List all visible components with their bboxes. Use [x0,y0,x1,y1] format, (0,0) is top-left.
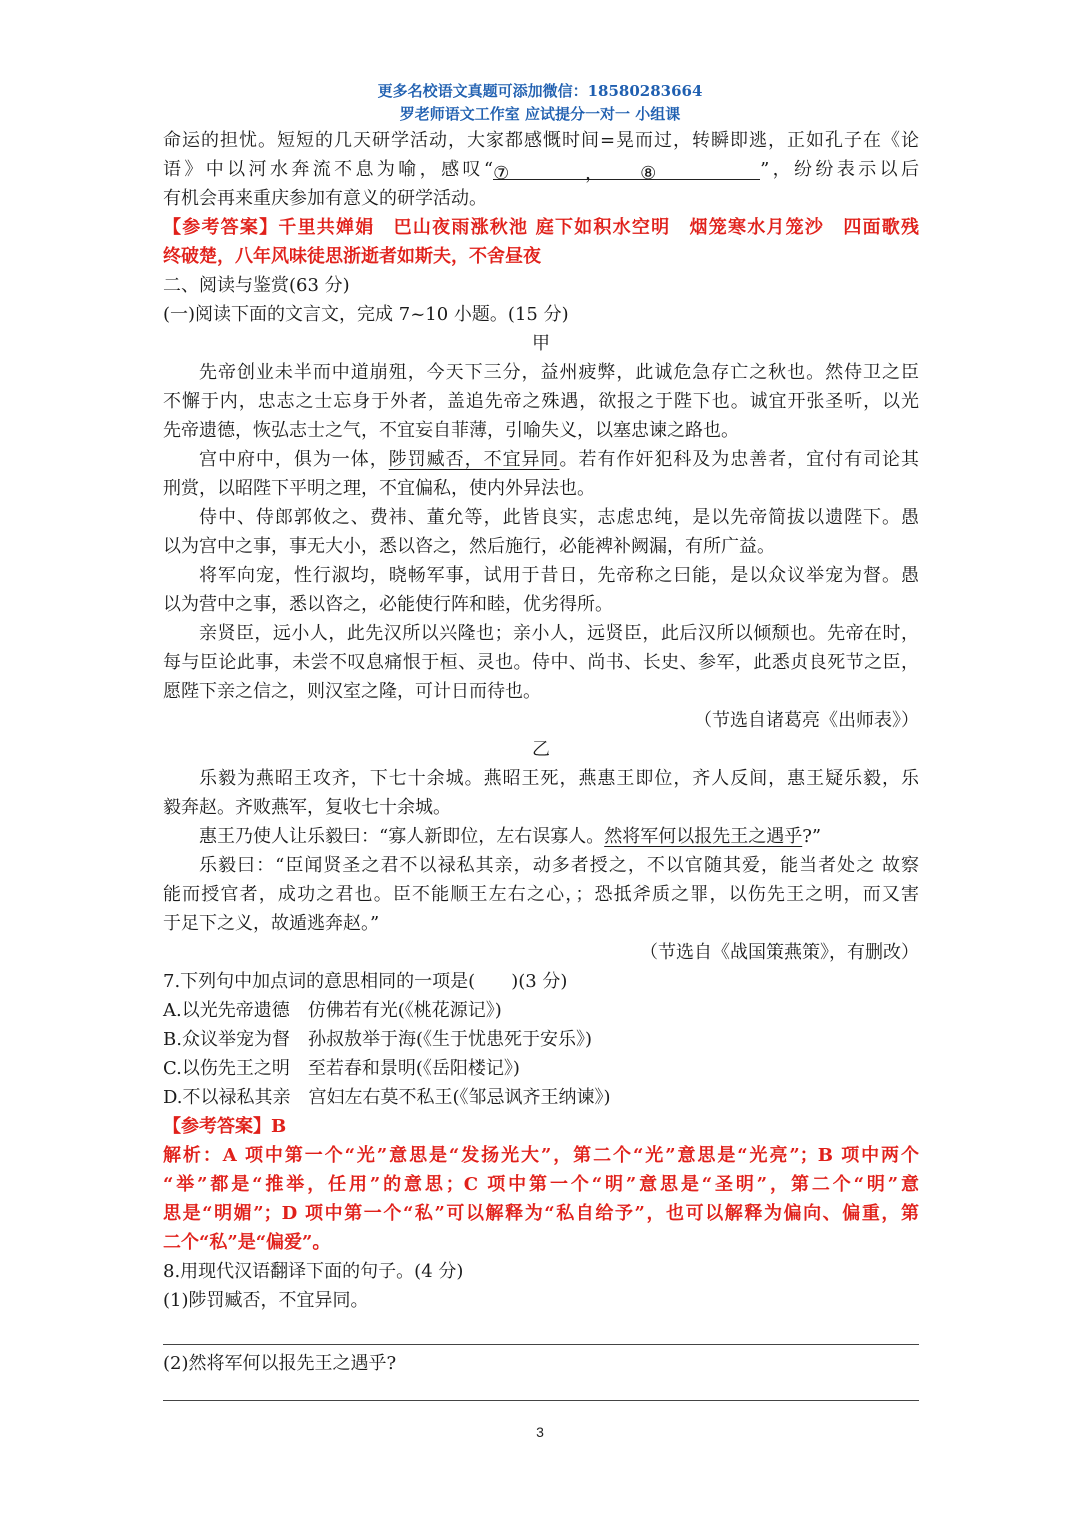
jia-p2-line: 宫中府中，俱为一体，陟罚臧否，不宜异同。若有作奸犯科及为忠善者，宜付有司论其 [199,449,920,470]
jia-p5-line: 每与臣论此事，未尝不叹息痛恨于桓、灵也。侍中、尚书、长史、参军，此悉贞良死节之臣， [163,652,919,673]
header-studio-line: 罗老师语文工作室 应试提分一对一 小组课 [399,105,681,123]
answer-rule-2 [163,1400,919,1401]
question-7-answer: 【参考答案】B [163,1116,287,1137]
yi-p3-line: 乐毅曰：“臣闻贤圣之君不以禄私其亲，动多者授之，不以官随其爱，能当者处之 故察 [199,855,919,876]
question-8-sentence-1: (1)陟罚臧否，不宜异同。 [163,1290,369,1311]
intro-line-2: 语》中以河水奔流不息为喻，感叹“⑦ ， ⑧ ”，纷纷表示以后 [163,159,919,184]
passage-jia-title: 甲 [532,333,550,354]
jia-p4-line: 以为营中之事，悉以咨之，必能使行阵和睦，优劣得所。 [163,594,613,615]
jia-p5-line: 愿陛下亲之信之，则汉室之隆，可计日而待也。 [163,681,541,702]
question-8-stem: 8.用现代汉语翻译下面的句子。(4 分) [163,1261,464,1282]
yi-p1-line: 乐毅为燕昭王攻齐，下七十余城。燕昭王死，燕惠王即位，齐人反间，惠王疑乐毅，乐 [199,768,919,789]
page-number: 3 [536,1424,544,1440]
page-content [163,126,919,1401]
question-7-analysis-line: 二个“私”是“偏爱”。 [163,1232,331,1253]
subsection-heading: (一)阅读下面的文言文，完成 7~10 小题。(15 分) [163,304,569,325]
underlined-sentence-2: 然将军何以报先王之遇乎 [604,826,803,847]
yi-p3-line: 能而授官者，成功之君也。臣不能顺王左右之心，；恐抵斧质之罪，以伤先王之明，而又害 [163,884,919,905]
question-7-option: B.众议举宠为督 孙叔敖举于海(《生于忧患死于安乐》) [163,1029,592,1050]
question-7-option: A.以光先帝遗德 仿佛若有光(《桃花源记》) [163,1000,502,1021]
question-7-analysis-line: “举”都是“推举，任用”的意思；C 项中第一个“明”意思是“圣明”，第二个“明”意 [163,1174,919,1195]
intro-line-3: 有机会再来重庆参加有意义的研学活动。 [163,188,487,209]
blank-comma: ， [585,159,640,180]
question-7-analysis-line: 思是“明媚”；D 项中第一个“私”可以解释为“私自给予”，也可以解释为偏向、偏重，第 [163,1203,919,1224]
yi-p3-line: 于足下之义，故遁逃奔赵。” [163,913,380,934]
blank-7: ⑦ [493,159,585,180]
jia-p2-line: 刑赏，以昭陛下平明之理，不宜偏私，使内外异法也。 [163,478,595,499]
jia-p3-line: 侍中、侍郎郭攸之、费祎、董允等，此皆良实，志虑忠纯，是以先帝简拔以遗陛下。愚 [199,507,919,528]
jia-p1-line: 不懈于内，忠志之士忘身于外者，盖追先帝之殊遇，欲报之于陛下也。诚宜开张圣听，以光 [163,391,919,412]
jia-p1-line: 先帝创业未半而中道崩殂，今天下三分，益州疲弊，此诚危急存亡之秋也。然侍卫之臣 [199,362,919,383]
answer-line-2: 终破楚，八年风味徒思浙逝者如斯夫，不舍昼夜 [163,246,541,267]
yi-p2-line: 惠王乃使人让乐毅曰：“寡人新即位，左右误寡人。然将军何以报先王之遇乎?” [199,826,822,847]
underlined-sentence-1: 陟罚臧否，不宜异同 [388,449,560,470]
answer-rule-1 [163,1344,919,1345]
jia-p3-line: 以为宫中之事，事无大小，悉以咨之，然后施行，必能裨补阙漏，有所广益。 [163,536,775,557]
question-7-option: C.以伤先王之明 至若春和景明(《岳阳楼记》) [163,1058,520,1079]
jia-source: （节选自诸葛亮《出师表》） [694,710,919,731]
section-heading: 二、阅读与鉴赏(63 分) [163,275,350,296]
header-wechat-line: 更多名校语文真题可添加微信：18580283664 [377,82,703,100]
blank-8: ⑧ [640,159,760,180]
jia-p1-line: 先帝遗德，恢弘志士之气，不宜妄自菲薄，引喻失义，以塞忠谏之路也。 [163,420,739,441]
yi-source: （节选自《战国策燕策》，有删改） [640,942,919,963]
answer-line-1: 【参考答案】千里共婵娟 巴山夜雨涨秋池 庭下如积水空明 烟笼寒水月笼沙 四面歌残 [163,217,919,238]
intro-line-1: 命运的担忧。短短的几天研学活动，大家都感慨时间=晃而过，转瞬即逃，正如孔子在《论 [163,130,919,151]
question-8-sentence-2: (2)然将军何以报先王之遇乎? [163,1353,397,1374]
passage-yi-title: 乙 [532,739,550,760]
question-7-option: D.不以禄私其亲 宫妇左右莫不私王(《邹忌讽齐王纳谏》) [163,1087,611,1108]
question-7-stem: 7.下列句中加点词的意思相同的一项是( )(3 分) [163,971,568,992]
yi-p1-line: 毅奔赵。齐败燕军，复收七十余城。 [163,797,451,818]
question-7-analysis-line: 解析：A 项中第一个“光”意思是“发扬光大”，第二个“光”意思是“光亮”；B 项中两个 [163,1145,919,1166]
jia-p4-line: 将军向宠，性行淑均，晓畅军事，试用于昔日，先帝称之曰能，是以众议举宠为督。愚 [199,565,919,586]
jia-p5-line: 亲贤臣，远小人，此先汉所以兴隆也；亲小人，远贤臣，此后汉所以倾颓也。先帝在时， [199,623,919,644]
